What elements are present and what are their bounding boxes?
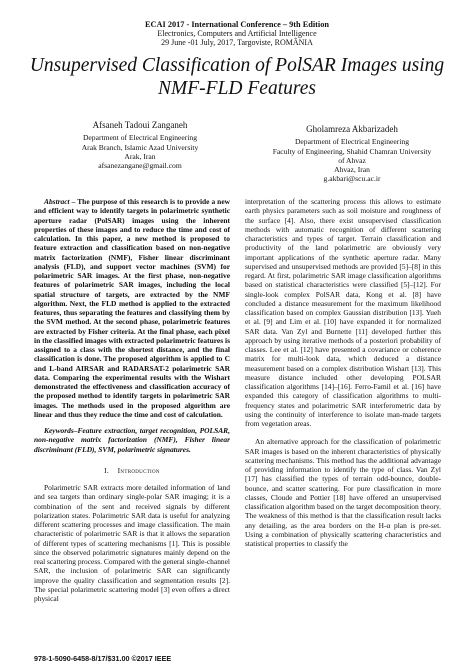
conference-name: ECAI 2017 - International Conference – 9th Edition [145, 20, 329, 29]
author-institution: Faculty of Engineering, Shahid Chamran University [272, 146, 432, 156]
abstract-label: Abstract [44, 197, 70, 206]
keywords-text: –Feature extraction, target recognition, POLSAR, non-negative matrix factorization (NMF), Fisher linear discriminant (FLD), SVM, polarimetric signatures. [34, 426, 230, 454]
author-institution-line2: of Ahvaz [338, 155, 366, 165]
author-department: Department of Electrical Engineering [82, 133, 198, 143]
keywords [34, 426, 230, 454]
conference-subtitle: Electronics, Computers and Artificial Intelligence [157, 29, 317, 38]
author-location: Ahvaz, Iran [334, 165, 370, 175]
author-location: Arak, Iran [124, 151, 156, 161]
abstract [34, 197, 230, 419]
author-name: Afsaneh Tadoui Zanganeh [92, 120, 188, 130]
left-column [34, 197, 230, 603]
section-heading [34, 466, 230, 475]
right-column [245, 197, 441, 548]
paper-title: Unsupervised Classification of PolSAR Images using NMF-FLD Features [29, 55, 445, 99]
conference-header [0, 20, 474, 47]
intro-paragraph: Polarimetric SAR extracts more detailed information of land and sea targets than ordinary single-polar SAR imaging; it is a combination of the sent and received signals by different polarization states. Polarimetric SAR data is useful for analyzing different scattering processes and image classification. The main characteristic of polarimetric SAR is that it allows the separation of different types of scattering mechanisms [1]. This is possible since the observed polarimetric signatures mainly depend on the real scattering process. Compared with the general single-channel SAR, the inclusion of polarimetric SAR can significantly improve the quality classification and segmentation results [2]. The special polarimetric scattering model [3] even offers a direct physical [34, 483, 230, 603]
author-name: Gholamreza Akbarizadeh [306, 124, 398, 134]
copyright-footer: 978-1-5090-6458-8/17/$31.00 ©2017 IEEE [34, 654, 172, 663]
author-block-2 [252, 125, 452, 184]
author-department: Department of Electrical Engineering [294, 137, 410, 147]
conference-date-location: 29 June -01 July, 2017, Targoviste, ROMÂNIA [161, 38, 313, 47]
section-number: I. [104, 465, 110, 475]
author-email: afsanezangane@gmail.com [98, 161, 182, 171]
body-paragraph-1: interpretation of the scattering process this allows to estimate earth physics parameters such as soil moisture and roughness of the surface [4]. Also, there exist unsupervised classification methods with automatic recognition of different scattering characteristics and types of target. Terrain classification and productivity of the land polarimetric are obviously very important applications of the synthetic aperture radar. Many supervised and unsupervised methods are provided [5]–[8] in this regard. At first, polarimetric SAR image classification algorithms based on statistical characteristics were classified [5]–[12]. For single-look complex PolSAR data, Kong et al. [8] have concluded a distance measurement for the maximum likelihood classification based on complex Gaussian distribution [13]. Yueh et al. [9] and Lim et al. [10] have expanded it for normalized SAR data. Van Zyl and Burnette [11] developed further this approach by using iterative methods of a posteriori probability of classes. Lee et al. [12] have presented a covariance or coherence matrix for multi-look data, which deduced a distance measurement based on a complex distribution Wishart [13]. This measure distance included other developing POLSAR classification algorithms [14]–[16]. Ferro-Famil et al. [16] have expanded this category of classification algorithms to multi-frequency states and polarimetric SAR interferometric data by using the continuity of interference to isolate man-made targets from vegetation areas. [245, 197, 441, 428]
abstract-text: – The purpose of this research is to provide a new and efficient way to identify targets in polarimetric synthetic aperture radar (PolSAR) images using the inherent properties of these images and to reduce the time and cost of calculation. In this paper, a new method is proposed to feature extraction and classification based on non-negative matrix factorization (NMF), Fisher linear discriminant analysis (FLD), and support vector machines (SVM) for polarimetric SAR images. At the first phase, non-negative features of polarimetric SAR images, including the local spatial structure of targets, are extracted by the NMF algorithm. Next, the FLD method is applied to the extracted features, thus separating the features and classifying them by the SVM method. At the second phase, polarimetric features are extracted by Fisher criteria. At the final phase, each pixel in the classified images with extracted polarimetric features is assigned to a class with the shortest distance, and the final classification is done. The proposed algorithm is applied to C and L-band AIRSAR and RADARSAT-2 polarimetric SAR data. Comparing the experimental results with the Wishart demonstrated the effectiveness and classification accuracy of the proposed method to identify targets in polarimetric SAR images. The methods used in the proposed algorithm are linear and thus they reduce the time and cost of calculation. [34, 197, 230, 419]
author-institution: Arak Branch, Islamic Azad University [81, 142, 199, 152]
author-block-1 [40, 121, 240, 170]
section-title: Introduction [117, 465, 160, 475]
keywords-label: Keywords [44, 426, 74, 435]
author-email: g.akbari@scu.ac.ir [323, 174, 381, 184]
body-paragraph-2: An alternative approach for the classification of polarimetric SAR images is based on the inherent characteristics of physically scattering mechanisms. This method has the additional advantage of providing information to identify the type of class. Van Zyl [17] has classified the types of terrain odd-bounce, double-bounce, and scatter scattering. For pure classification in more classes, Cloude and Pottier [18] have offered an unsupervised classification algorithm based on the target decomposition theory. The weakness of this method is that the classification result lacks any detailing, as the area borders on the H-α plan is pre-set. Using a combination of physically scattering characteristics and statistical properties to classify the [245, 437, 441, 548]
